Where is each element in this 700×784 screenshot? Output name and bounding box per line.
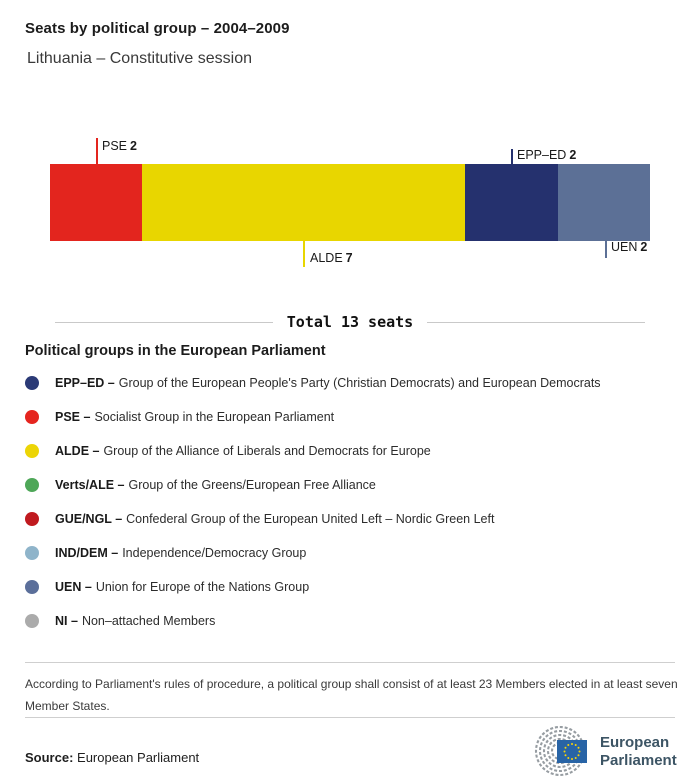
verts-ale-color-dot-icon xyxy=(25,478,39,492)
page-title: Seats by political group – 2004–2009 xyxy=(25,20,290,37)
bar-segment-epp-ed xyxy=(465,164,557,241)
stacked-seat-bar xyxy=(50,164,650,241)
callout-group-pse: PSE xyxy=(102,139,128,153)
european-parliament-logo xyxy=(524,726,677,778)
legend-item-uen xyxy=(25,570,685,604)
ind-dem-color-dot-icon xyxy=(25,546,39,560)
legend-heading: Political groups in the European Parliament xyxy=(25,343,326,359)
callout-group-uen: UEN xyxy=(611,240,638,254)
legend-item-ni xyxy=(25,604,685,638)
pse-color-dot-icon xyxy=(25,410,39,424)
callout-tick-uen xyxy=(605,241,607,258)
gue-ngl-color-dot-icon xyxy=(25,512,39,526)
ep-logo-line1: European xyxy=(600,734,670,752)
alde-color-dot-icon xyxy=(25,444,39,458)
legend-item-pse xyxy=(25,400,685,434)
legend-item-epp-ed xyxy=(25,366,685,400)
legend-item-label: GUE/NGL – Confederal Group of the European United Left – Nordic Green Left xyxy=(55,512,495,526)
ni-color-dot-icon xyxy=(25,614,39,628)
callout-seats-pse: 2 xyxy=(130,139,137,153)
legend-item-label: PSE – Socialist Group in the European Parliament xyxy=(55,410,335,424)
source-value: European Parliament xyxy=(77,750,200,765)
legend-item-alde xyxy=(25,434,685,468)
divider-rule-bottom xyxy=(25,717,675,718)
callout-label-alde xyxy=(310,251,353,265)
legend-list xyxy=(25,366,685,638)
callout-label-uen xyxy=(611,240,647,254)
ep-logo-line2: Parliament xyxy=(600,752,677,769)
callout-group-alde: ALDE xyxy=(310,251,343,265)
callout-tick-alde xyxy=(303,241,305,267)
bar-segment-pse xyxy=(50,164,142,241)
divider-rule-top xyxy=(25,662,675,663)
total-seats-label: Total 13 seats xyxy=(286,313,414,331)
callout-seats-epp-ed: 2 xyxy=(569,148,577,162)
legend-item-label: IND/DEM – Independence/Democracy Group xyxy=(55,546,307,560)
divider-line-right xyxy=(427,322,645,323)
legend-item-label: ALDE – Group of the Alliance of Liberals and Democrats for Europe xyxy=(55,444,431,458)
legend-item-label: UEN – Union for Europe of the Nations Group xyxy=(55,580,310,594)
callout-tick-epp-ed xyxy=(511,149,513,164)
ep-logo-wordmark xyxy=(600,734,677,769)
callout-seats-alde: 7 xyxy=(345,251,353,265)
callout-label-epp-ed xyxy=(517,148,576,162)
callout-seats-uen: 2 xyxy=(640,240,648,254)
callout-label-pse xyxy=(102,139,137,153)
divider-line-left xyxy=(55,322,273,323)
legend-item-ind-dem xyxy=(25,536,685,570)
legend-item-verts-ale xyxy=(25,468,685,502)
bar-segment-alde xyxy=(142,164,465,241)
callout-tick-pse xyxy=(96,138,98,164)
source-label: Source: xyxy=(25,750,74,765)
callout-group-epp-ed: EPP–ED xyxy=(517,148,567,162)
total-seats-divider xyxy=(55,313,645,331)
source-line xyxy=(25,750,199,765)
legend-item-label: NI – Non–attached Members xyxy=(55,614,216,628)
bar-segment-uen xyxy=(558,164,650,241)
footnote-text: According to Parliament's rules of procedure, a political group shall consist of at least 23 Members elected in at least seven Member States. xyxy=(25,677,678,714)
page-subtitle: Lithuania – Constitutive session xyxy=(27,50,253,67)
legend-item-gue-ngl xyxy=(25,502,685,536)
epp-ed-color-dot-icon xyxy=(25,376,39,390)
legend-item-label: Verts/ALE – Group of the Greens/European Free Alliance xyxy=(55,478,376,492)
uen-color-dot-icon xyxy=(25,580,39,594)
legend-item-label: EPP–ED – Group of the European People's Party (Christian Democrats) and European Democrats xyxy=(55,376,601,390)
ep-hemicycle-icon xyxy=(524,726,592,778)
